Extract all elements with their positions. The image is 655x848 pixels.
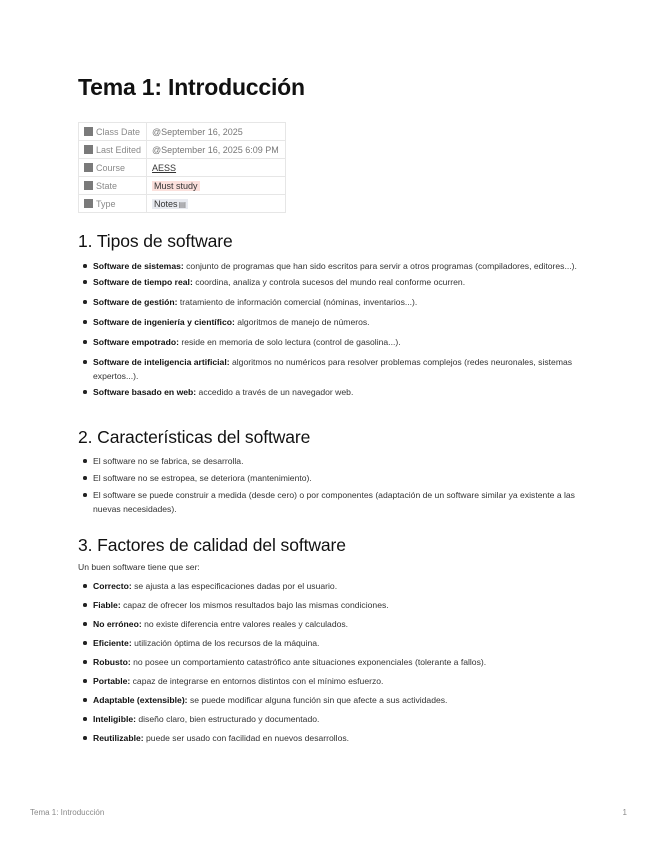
list-item (78, 275, 578, 289)
item-term: Adaptable (extensible): (93, 695, 188, 705)
property-icon (84, 199, 93, 208)
list-item (78, 471, 578, 485)
item-text: algoritmos de manejo de números. (234, 317, 370, 327)
property-value (147, 159, 286, 177)
property-row (79, 195, 286, 213)
property-value (147, 177, 286, 195)
item-text: conjunto de programas que han sido escritos para servir a otros programas (compiladores, editores...). (183, 261, 577, 271)
property-row (79, 141, 286, 159)
item-term: Software de sistemas: (93, 261, 184, 271)
item-term: No erróneo: (93, 619, 142, 629)
list-item (78, 295, 578, 309)
section-list (78, 454, 578, 519)
property-key: Last Edited (79, 141, 147, 159)
list-item (78, 617, 578, 631)
list-item (78, 693, 578, 707)
list-item (78, 488, 578, 516)
item-term: Software basado en web: (93, 387, 197, 397)
list-item (78, 655, 578, 669)
section-heading: 2. Características del software (78, 427, 311, 447)
list-item (78, 712, 578, 726)
list-item (78, 579, 578, 593)
list-item (78, 674, 578, 688)
section-intro: Un buen software tiene que ser: (78, 562, 200, 572)
list-item (78, 259, 578, 273)
course-link[interactable]: AESS (152, 162, 177, 173)
property-key: Course (79, 159, 147, 177)
item-text: reside en memoria de solo lectura (control de gasolina...). (178, 337, 401, 347)
item-text: no existe diferencia entre valores reales y calculados. (141, 619, 349, 629)
property-value (147, 195, 286, 213)
item-text: El software se puede construir a medida (desde cero) o por componentes (adaptación de un software similar ya existente a las nuevas necesidades). (93, 490, 575, 514)
item-text: se ajusta a las especificaciones dadas por el usuario. (131, 581, 338, 591)
item-text: capaz de ofrecer los mismos resultados bajo las mismas condiciones. (120, 600, 389, 610)
item-term: Software de inteligencia artificial: (93, 357, 230, 367)
page-title: Tema 1: Introducción (78, 74, 305, 100)
item-term: Eficiente: (93, 638, 132, 648)
property-icon (84, 127, 93, 136)
item-term: Software de tiempo real: (93, 277, 193, 287)
property-row (79, 123, 286, 141)
item-text: coordina, analiza y controla sucesos del mundo real conforme ocurren. (192, 277, 466, 287)
list-item (78, 731, 578, 745)
item-term: Portable: (93, 676, 131, 686)
item-text: puede ser usado con facilidad en nuevos desarrollos. (143, 733, 350, 743)
list-item (78, 636, 578, 650)
item-text: utilización óptima de los recursos de la máquina. (131, 638, 320, 648)
property-key: Type (79, 195, 147, 213)
property-key: Class Date (79, 123, 147, 141)
item-text: capaz de integrarse en entornos distintos con el mínimo esfuerzo. (130, 676, 384, 686)
property-row (79, 177, 286, 195)
list-item (78, 355, 578, 383)
item-text: no posee un comportamiento catastrófico ante situaciones exponenciales (tolerante a fallos). (130, 657, 487, 667)
properties-table (78, 122, 286, 213)
section-list (78, 579, 578, 750)
item-term: Fiable: (93, 600, 121, 610)
item-term: Robusto: (93, 657, 131, 667)
list-item (78, 598, 578, 612)
list-item (78, 454, 578, 468)
item-term: Reutilizable: (93, 733, 144, 743)
item-term: Correcto: (93, 581, 132, 591)
footer-title: Tema 1: Introducción (30, 808, 105, 817)
section-heading: 3. Factores de calidad del software (78, 535, 346, 555)
item-text: accedido a través de un navegador web. (196, 387, 354, 397)
property-value[interactable]: @September 16, 2025 (147, 123, 286, 141)
item-text: diseño claro, bien estructurado y documentado. (135, 714, 320, 724)
section-list (78, 259, 578, 405)
list-item (78, 315, 578, 329)
section-heading: 1. Tipos de software (78, 231, 233, 251)
property-key: State (79, 177, 147, 195)
item-text: tratamiento de información comercial (nóminas, inventarios...). (177, 297, 418, 307)
item-term: Software de ingeniería y científico: (93, 317, 235, 327)
item-term: Software de gestión: (93, 297, 178, 307)
property-row (79, 159, 286, 177)
list-item (78, 335, 578, 349)
item-text: algoritmos no numéricos para resolver problemas complejos (redes neuronales, sistemas expertos...). (93, 357, 573, 381)
item-text: El software no se estropea, se deteriora (mantenimiento). (93, 473, 312, 483)
type-tag[interactable]: Notes▤ (154, 198, 187, 209)
note-icon: ▤ (178, 199, 187, 209)
item-term: Software empotrado: (93, 337, 179, 347)
property-value[interactable]: @September 16, 2025 6:09 PM (147, 141, 286, 159)
property-icon (84, 181, 93, 190)
list-item (78, 385, 578, 399)
item-term: Inteligible: (93, 714, 136, 724)
page-number: 1 (622, 808, 627, 817)
item-text: El software no se fabrica, se desarrolla. (93, 456, 244, 466)
item-text: se puede modificar alguna función sin que afecte a sus actividades. (187, 695, 448, 705)
property-icon (84, 145, 93, 154)
state-tag[interactable]: Must study (154, 180, 198, 191)
property-icon (84, 163, 93, 172)
